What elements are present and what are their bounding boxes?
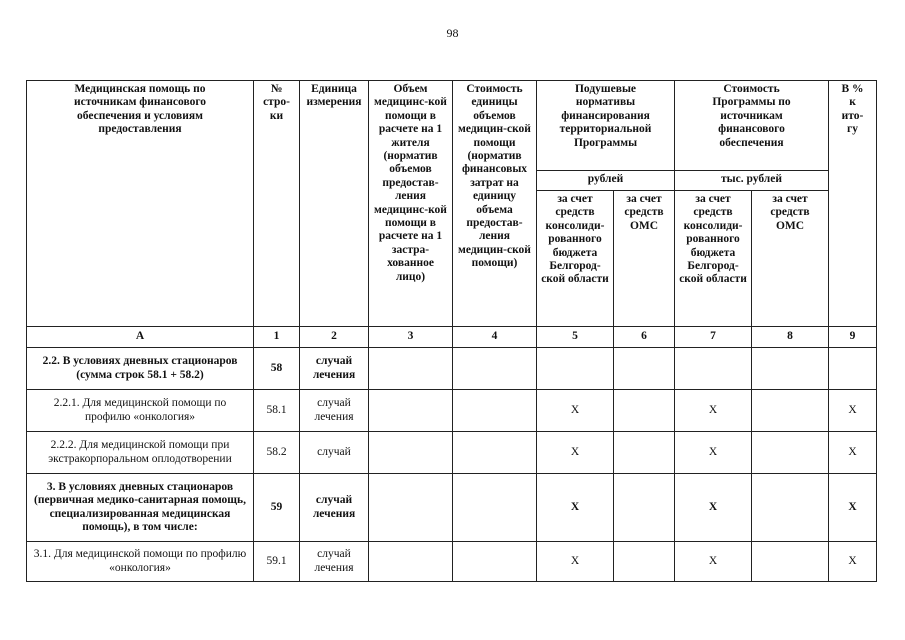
row-cell-5	[537, 348, 614, 390]
table-row	[27, 348, 877, 390]
column-number: 4	[453, 327, 537, 348]
row-cell-9: Х	[829, 474, 877, 542]
header-group-per-capita: Подушевые нормативы финансирования территориальной Программы	[537, 81, 675, 171]
row-cell-6	[614, 432, 675, 474]
row-unit: случай	[300, 432, 369, 474]
row-cell-5: Х	[537, 432, 614, 474]
row-cell-3	[369, 542, 453, 582]
row-line-number: 58	[254, 348, 300, 390]
row-cell-4	[453, 432, 537, 474]
table-row	[27, 390, 877, 432]
column-number: 2	[300, 327, 369, 348]
header-col-2: Единица измерения	[300, 81, 369, 327]
page-number: 98	[446, 26, 459, 40]
header-col-4: Стоимость единицы объемов медицин-ской помощи (норматив финансовых затрат на единицу объема предостав-ления медицин-ской помощи)	[453, 81, 537, 327]
row-name: 3.1. Для медицинской помощи по профилю «онкология»	[27, 542, 254, 582]
header-unit-rubles: рублей	[537, 171, 675, 191]
table-row	[27, 542, 877, 582]
row-cell-9: Х	[829, 390, 877, 432]
financing-table	[26, 80, 877, 582]
header-col-6: за счет средств ОМС	[614, 191, 675, 327]
header-col-1: № стро-ки	[254, 81, 300, 327]
column-number: 8	[752, 327, 829, 348]
column-number: 6	[614, 327, 675, 348]
row-cell-9	[829, 348, 877, 390]
row-line-number: 59.1	[254, 542, 300, 582]
row-unit: случай лечения	[300, 348, 369, 390]
row-cell-6	[614, 390, 675, 432]
table-row	[27, 474, 877, 542]
row-line-number: 58.1	[254, 390, 300, 432]
row-cell-9: Х	[829, 432, 877, 474]
row-line-number: 58.2	[254, 432, 300, 474]
header-group-program-cost: Стоимость Программы по источникам финансового обеспечения	[675, 81, 829, 171]
row-cell-8	[752, 542, 829, 582]
row-cell-7: Х	[675, 542, 752, 582]
row-cell-3	[369, 390, 453, 432]
row-cell-8	[752, 348, 829, 390]
row-name: 2.2.2. Для медицинской помощи при экстракорпоральном оплодотворении	[27, 432, 254, 474]
column-number: 5	[537, 327, 614, 348]
row-cell-8	[752, 390, 829, 432]
header-col-3: Объем медицинс-кой помощи в расчете на 1 жителя (норматив объемов предостав-ления медицинс-кой помощи в расчете на 1 застра-хованное лицо)	[369, 81, 453, 327]
row-line-number: 59	[254, 474, 300, 542]
row-cell-8	[752, 474, 829, 542]
row-name: 2.2. В условиях дневных стационаров (сумма строк 58.1 + 58.2)	[27, 348, 254, 390]
row-cell-3	[369, 474, 453, 542]
row-unit: случай лечения	[300, 542, 369, 582]
column-numbers-row	[27, 327, 877, 348]
column-number: 1	[254, 327, 300, 348]
row-cell-7	[675, 348, 752, 390]
row-cell-7: Х	[675, 390, 752, 432]
row-cell-8	[752, 432, 829, 474]
row-name: 3. В условиях дневных стационаров (первичная медико-санитарная помощь, специализированная медицинская помощь), в том числе:	[27, 474, 254, 542]
row-cell-4	[453, 474, 537, 542]
row-cell-5: Х	[537, 474, 614, 542]
row-cell-3	[369, 432, 453, 474]
header-col-5: за счет средств консолиди-рованного бюджета Белгород-ской области	[537, 191, 614, 327]
column-number: А	[27, 327, 254, 348]
row-cell-6	[614, 348, 675, 390]
row-unit: случай лечения	[300, 390, 369, 432]
header-unit-thousand-rubles: тыс. рублей	[675, 171, 829, 191]
row-cell-3	[369, 348, 453, 390]
column-number: 7	[675, 327, 752, 348]
row-cell-4	[453, 542, 537, 582]
header-col-8: за счет средств ОМС	[752, 191, 829, 327]
row-cell-6	[614, 542, 675, 582]
table-row	[27, 432, 877, 474]
row-cell-5: Х	[537, 390, 614, 432]
row-cell-5: Х	[537, 542, 614, 582]
row-cell-7: Х	[675, 474, 752, 542]
row-cell-9: Х	[829, 542, 877, 582]
row-cell-4	[453, 390, 537, 432]
column-number: 9	[829, 327, 877, 348]
row-cell-7: Х	[675, 432, 752, 474]
header-col-9: В % к ито-гу	[829, 81, 877, 327]
row-cell-6	[614, 474, 675, 542]
column-number: 3	[369, 327, 453, 348]
header-col-7: за счет средств консолиди-рованного бюджета Белгород-ской области	[675, 191, 752, 327]
row-unit: случай лечения	[300, 474, 369, 542]
header-col-a: Медицинская помощь по источникам финансового обеспечения и условиям предоставления	[27, 81, 254, 327]
row-cell-4	[453, 348, 537, 390]
row-name: 2.2.1. Для медицинской помощи по профилю «онкология»	[27, 390, 254, 432]
